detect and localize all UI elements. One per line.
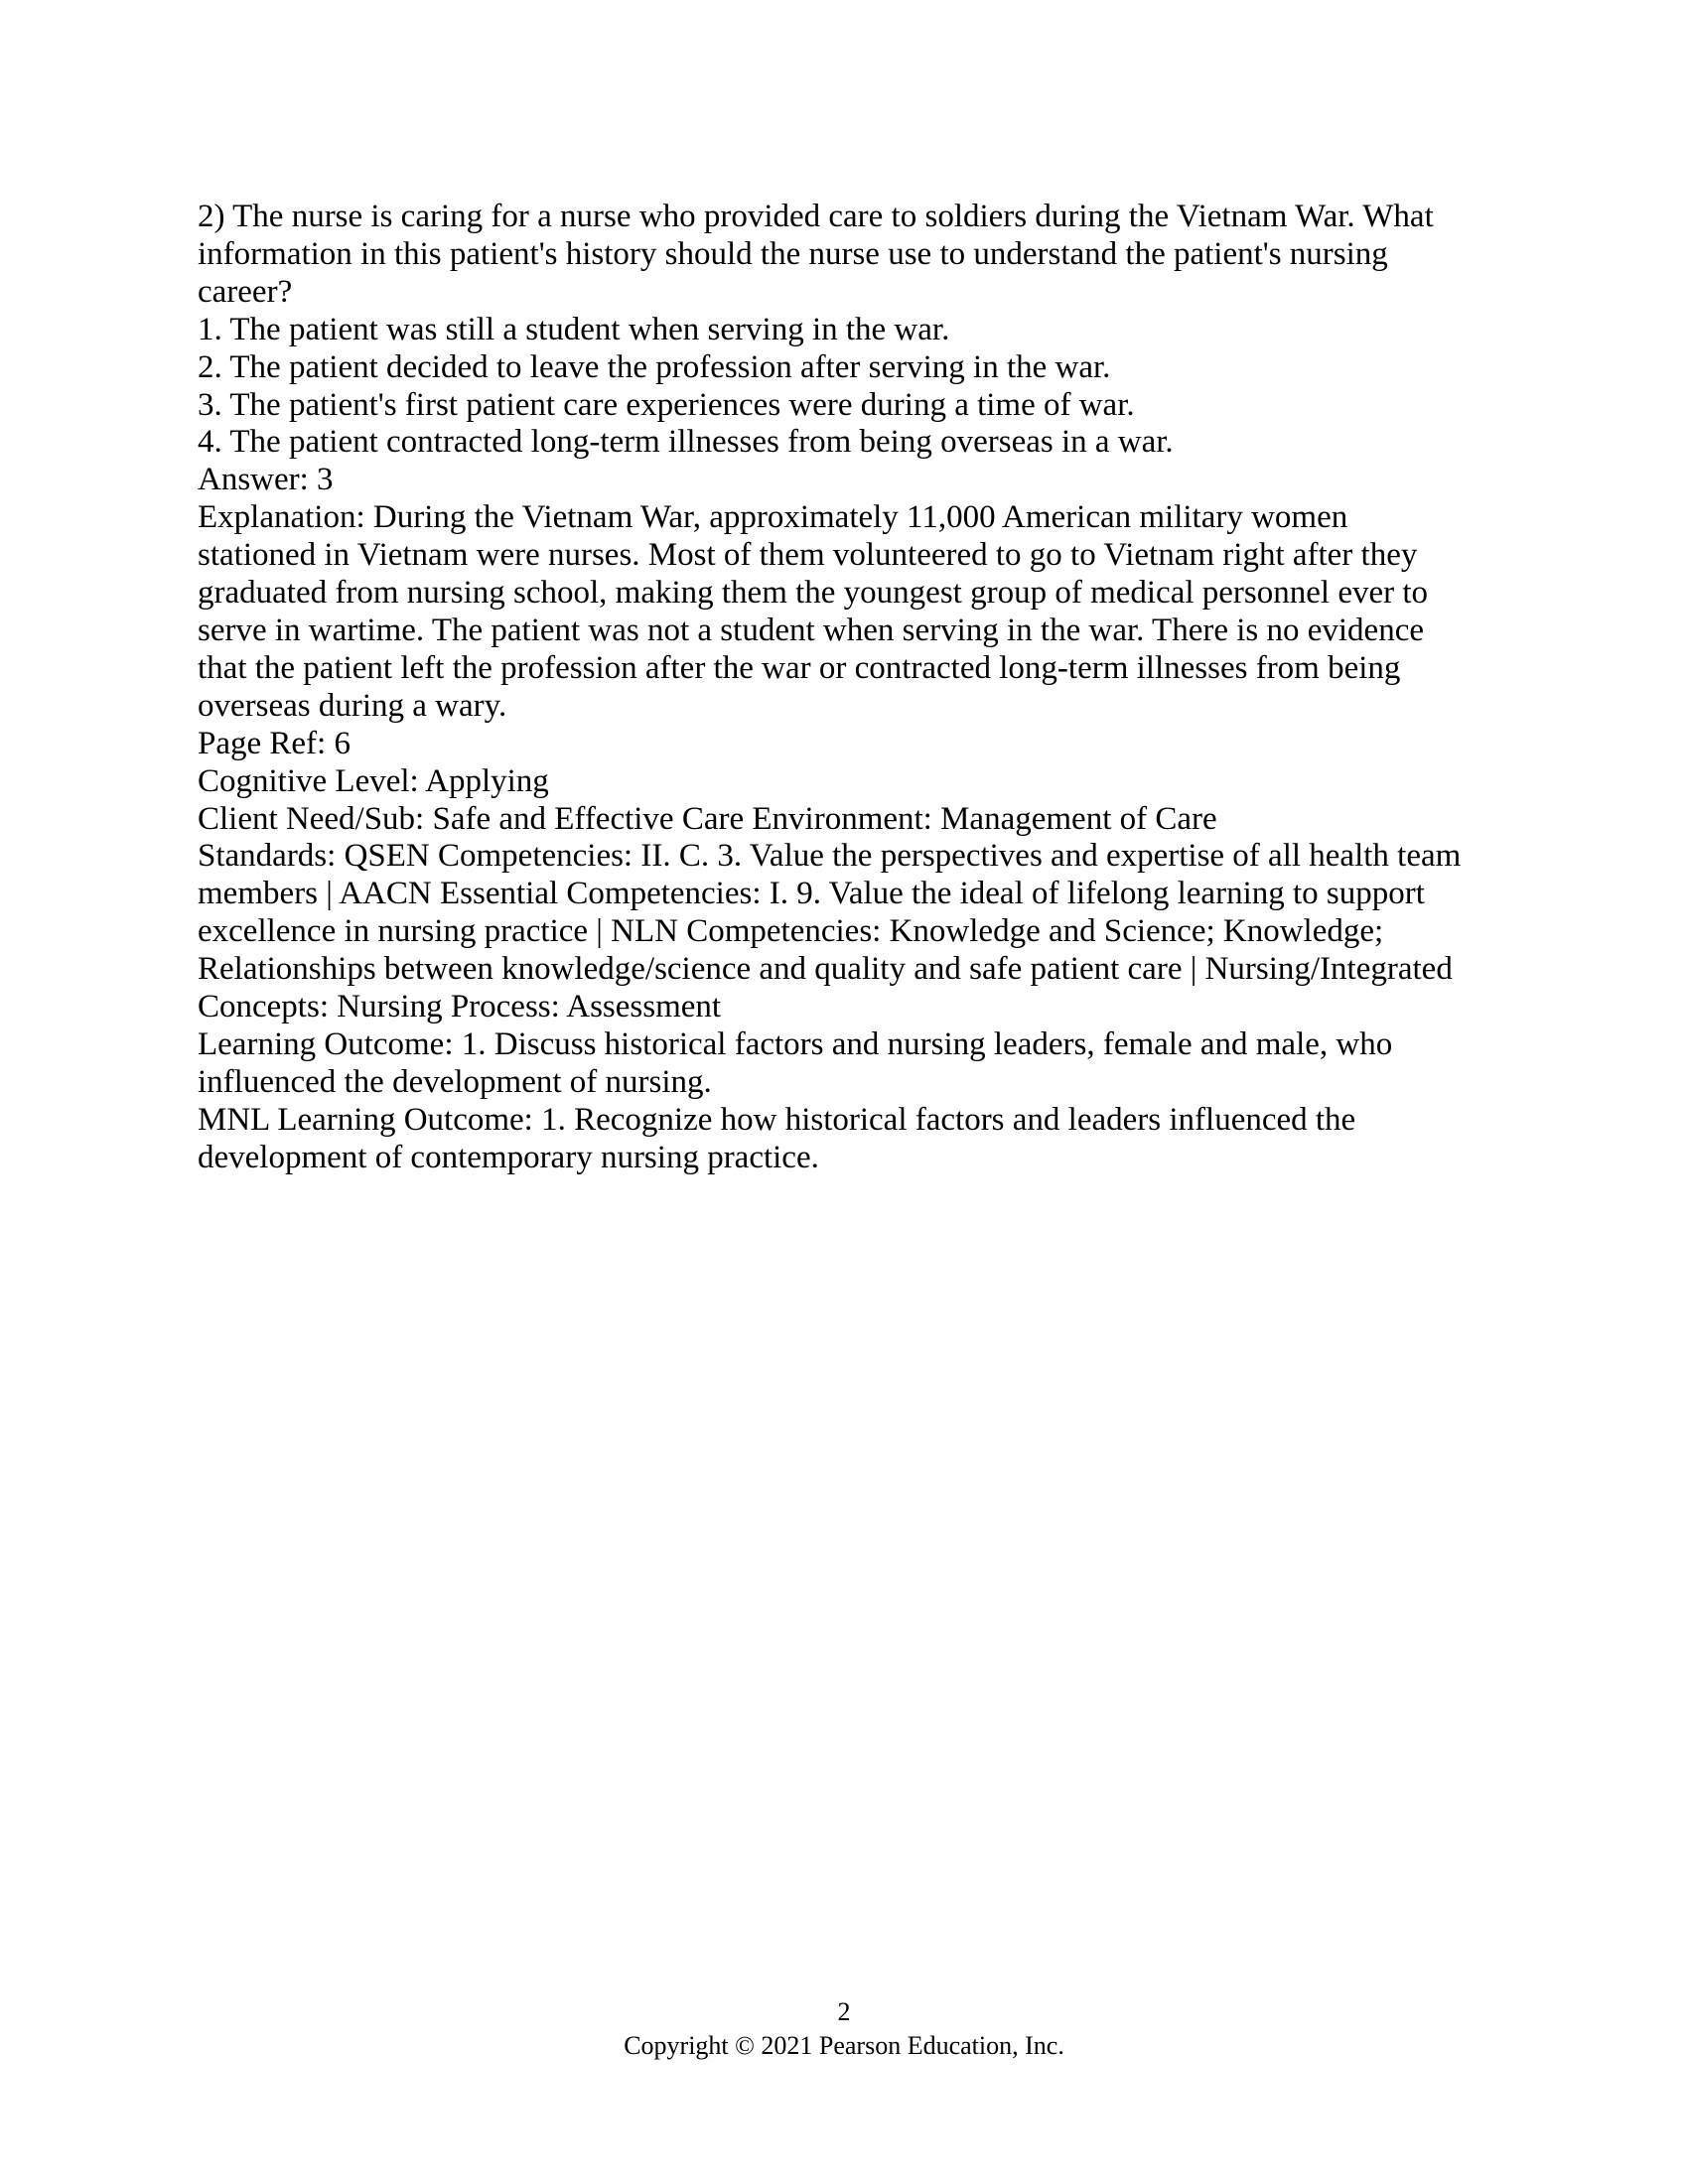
page-number: 2	[837, 1997, 851, 2026]
standards-line: Standards: QSEN Competencies: II. C. 3. Value the perspectives and expertise of all health team	[198, 838, 1462, 875]
standards	[198, 838, 1461, 1026]
learning-outcome-line: Learning Outcome: 1. Discuss historical factors and nursing leaders, female and male, who	[198, 1025, 1393, 1062]
mnl-learning-outcome	[198, 1102, 1461, 1177]
mnl-outcome-line: development of contemporary nursing practice.	[198, 1139, 819, 1175]
standards-line: excellence in nursing practice | NLN Competencies: Knowledge and Science; Knowledge;	[198, 913, 1384, 950]
explanation-line: graduated from nursing school, making them the youngest group of medical personnel ever to	[198, 575, 1429, 612]
explanation-line: Explanation: During the Vietnam War, approximately 11,000 American military women	[198, 499, 1348, 536]
client-need: Client Need/Sub: Safe and Effective Care Environment: Management of Care	[198, 800, 1217, 837]
copyright: Copyright © 2021 Pearson Education, Inc.	[624, 2031, 1064, 2060]
option-1: 1. The patient was still a student when serving in the war.	[198, 311, 950, 347]
explanation-line: overseas during a wary.	[198, 687, 507, 724]
answer: Answer: 3	[198, 462, 334, 498]
question-block	[198, 199, 1461, 1177]
standards-line: members | AACN Essential Competencies: I. 9. Value the ideal of lifelong learning to support	[198, 876, 1425, 912]
explanation-line: stationed in Vietnam were nurses. Most of them volunteered to go to Vietnam right after they	[198, 537, 1418, 574]
standards-line: Relationships between knowledge/science and quality and safe patient care | Nursing/Integrated	[198, 951, 1453, 988]
standards-line: Concepts: Nursing Process: Assessment	[198, 989, 722, 1025]
option-3: 3. The patient's first patient care experiences were during a time of war.	[198, 386, 1135, 423]
learning-outcome	[198, 1026, 1461, 1102]
learning-outcome-line: influenced the development of nursing.	[198, 1063, 712, 1100]
option-2: 2. The patient decided to leave the profession after serving in the war.	[198, 348, 1111, 385]
explanation	[198, 499, 1461, 725]
stem-line: information in this patient's history should the nurse use to understand the patient's nursing	[198, 235, 1388, 272]
answer-options	[198, 312, 1461, 463]
mnl-outcome-line: MNL Learning Outcome: 1. Recognize how historical factors and leaders influenced the	[198, 1101, 1356, 1138]
stem-line: career?	[198, 273, 293, 310]
question-stem	[198, 199, 1461, 312]
page-ref: Page Ref: 6	[198, 725, 351, 761]
explanation-line: that the patient left the profession after the war or contracted long-term illnesses from being	[198, 649, 1401, 686]
cognitive-level: Cognitive Level: Applying	[198, 762, 549, 799]
option-4: 4. The patient contracted long-term illnesses from being overseas in a war.	[198, 424, 1174, 461]
explanation-line: serve in wartime. The patient was not a student when serving in the war. There is no evidence	[198, 612, 1425, 648]
stem-line: 2) The nurse is caring for a nurse who provided care to soldiers during the Vietnam War. What	[198, 199, 1434, 234]
